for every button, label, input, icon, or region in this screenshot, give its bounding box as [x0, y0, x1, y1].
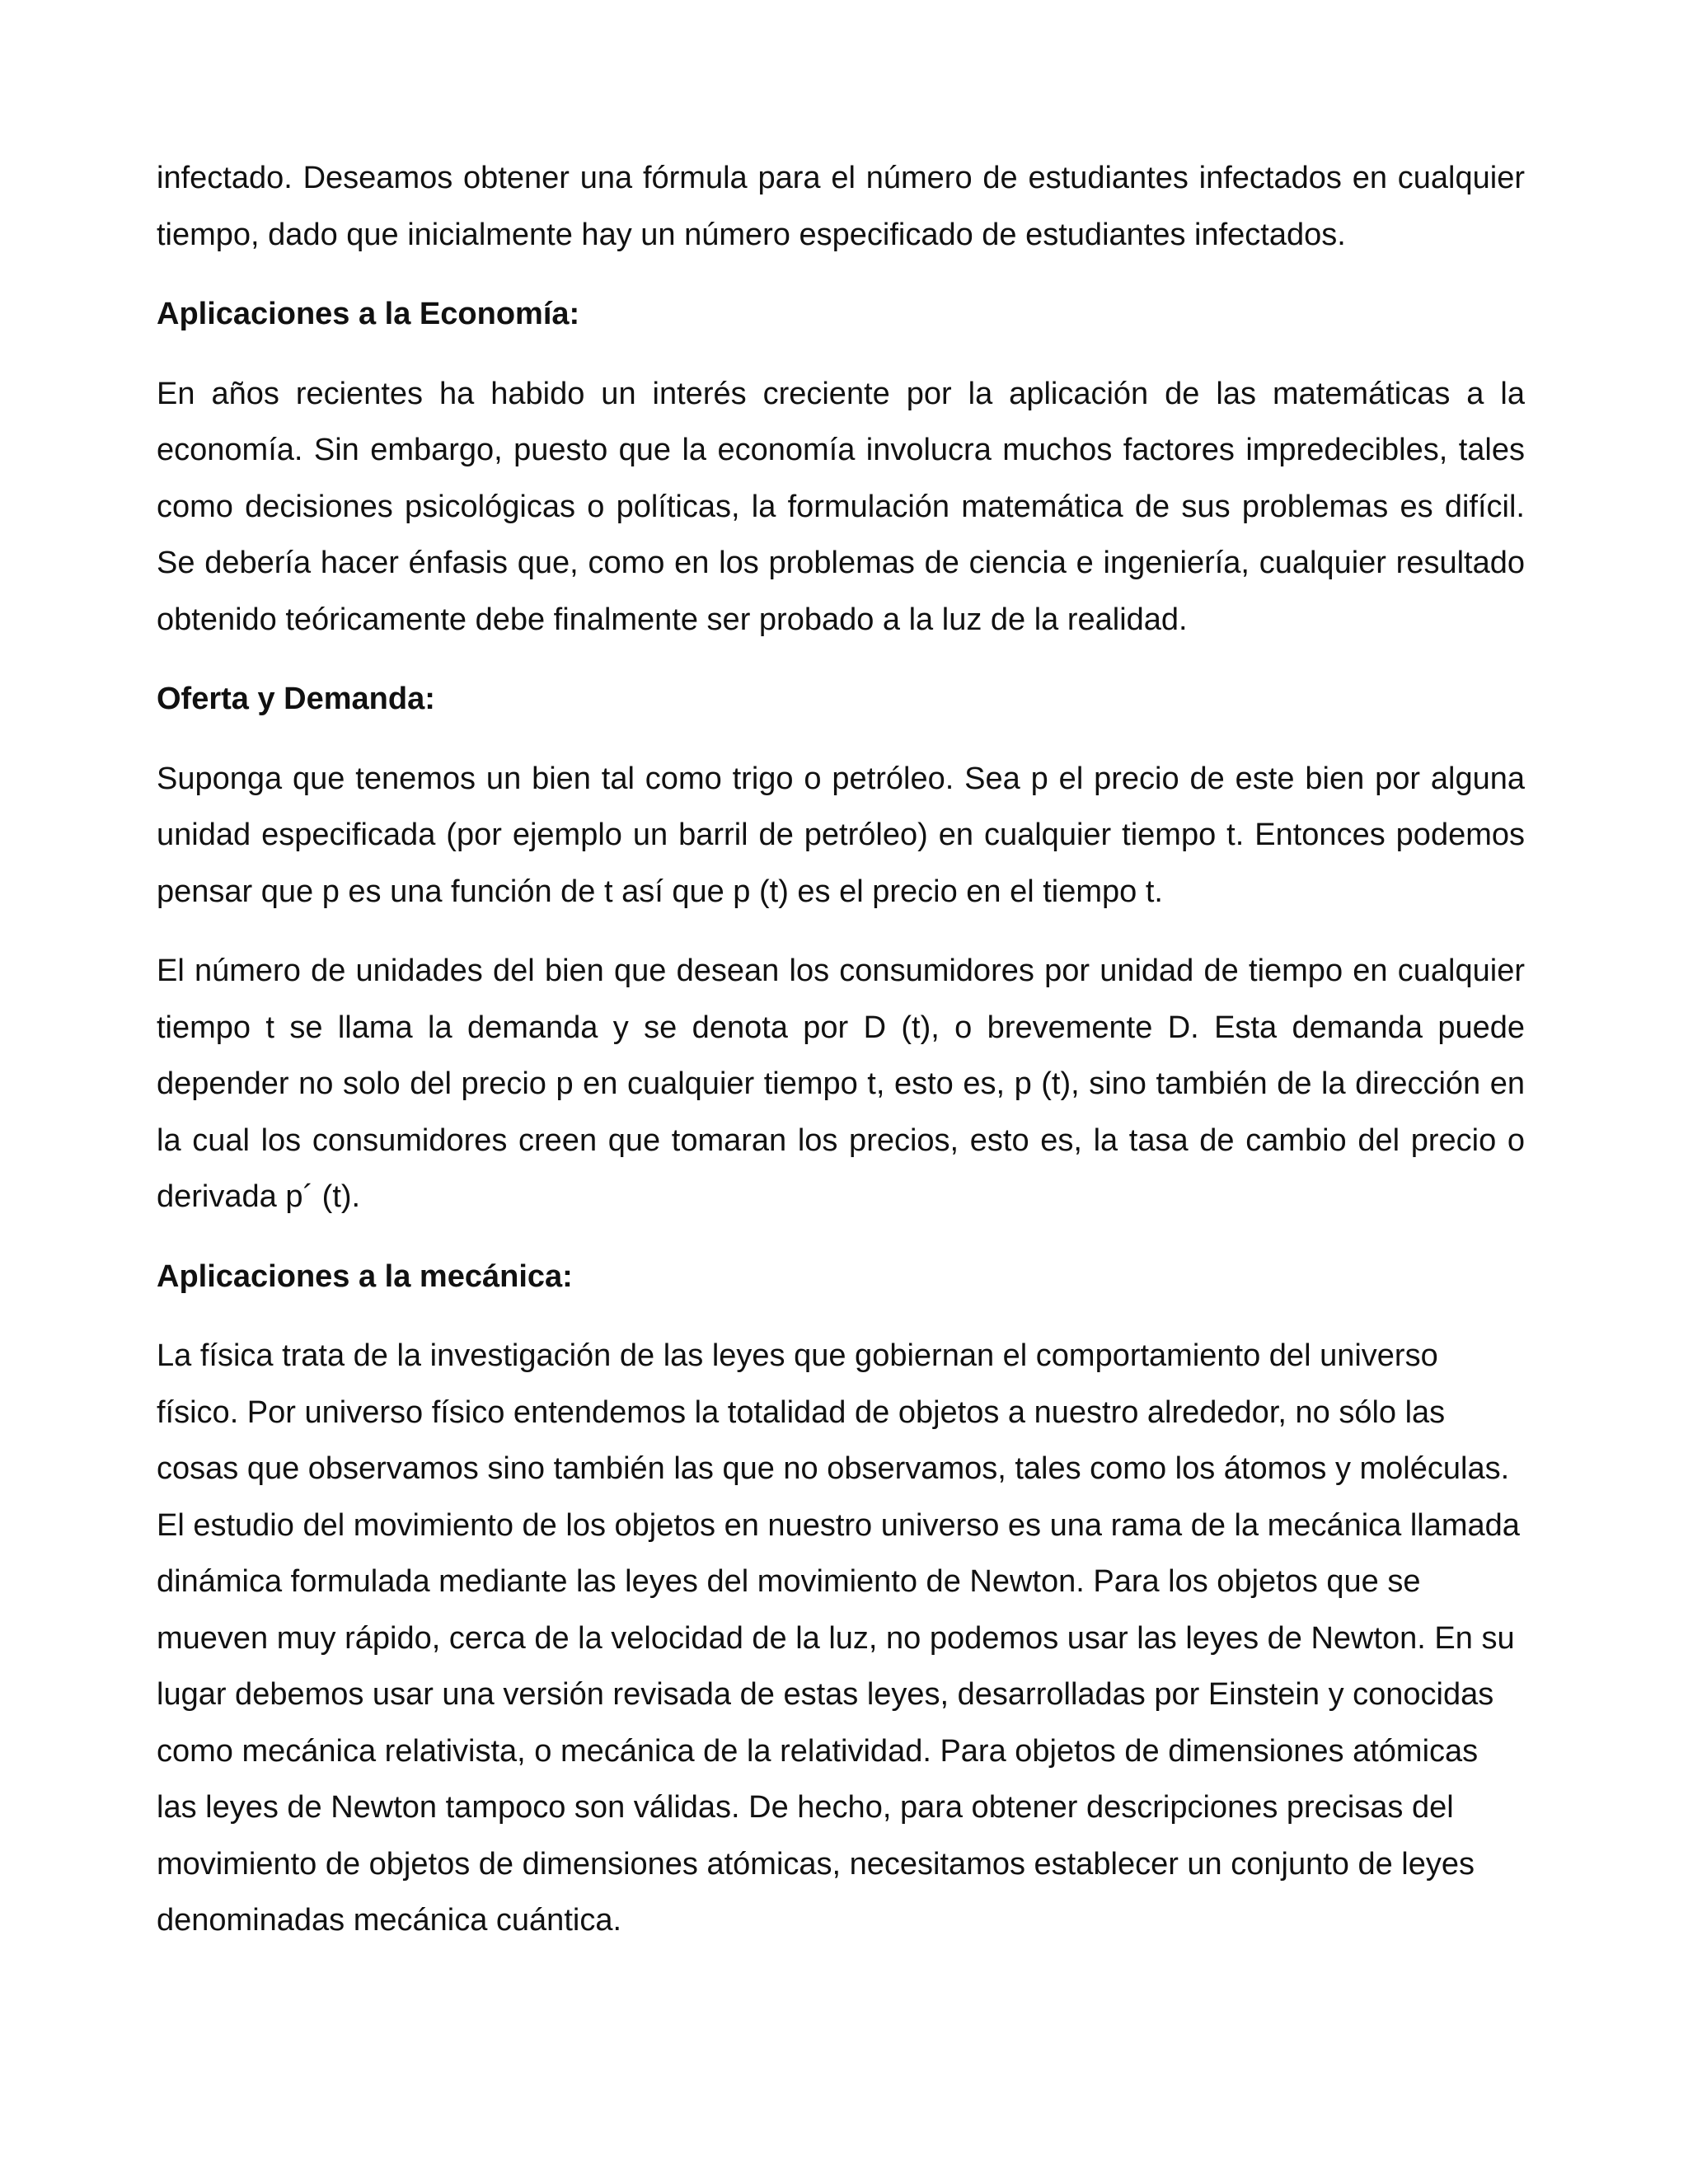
heading-economia: Aplicaciones a la Economía: [157, 297, 580, 331]
intro-paragraph: infectado. Deseamos obtener una fórmula para el número de estudiantes infectados en cualquier tiempo, dado que inicialmente hay un número especificado de estudiantes infectados. [157, 161, 1525, 252]
heading-mecanica: Aplicaciones a la mecánica: [157, 1258, 573, 1294]
oferta-paragraph-1: Suponga que tenemos un bien tal como trigo o petróleo. Sea p el precio de este bien por alguna unidad especificada (por ejemplo un barril de petróleo) en cualquier tiempo t. Entonces podemos pensar que p es una función de t así que p (t) es el precio en el tiempo t. [157, 761, 1525, 909]
oferta-paragraph-2: El número de unidades del bien que desean los consumidores por unidad de tiempo en cualquier tiempo t se llama la demanda y se denota por D (t), o brevemente D. Esta demanda puede depender no solo del precio p en cualquier tiempo t, esto es, p (t), sino también de la dirección en la cual los consumidores creen que tomaran los precios, esto es, la tasa de cambio del precio o derivada p´ (t). [157, 954, 1525, 1214]
economia-paragraph: En años recientes ha habido un interés creciente por la aplicación de las matemáticas a la economía. Sin embargo, puesto que la economía involucra muchos factores impredecibles, tales como decisiones psicológicas o políticas, la formulación matemática de sus problemas es difícil. Se debería hacer énfasis que, como en los problemas de ciencia e ingeniería, cualquier resultado obtenido teóricamente debe finalmente ser probado a la luz de la realidad. [157, 376, 1525, 637]
mecanica-paragraph: La física trata de la investigación de las leyes que gobiernan el comportamiento del universo físico. Por universo físico entendemos la totalidad de objetos a nuestro alrededor, no sólo las cosas que observamos sino también las que no observamos, tales como los átomos y moléculas. El estudio del movimiento de los objetos en nuestro universo es una rama de la mecánica llamada dinámica formulada mediante las leyes del movimiento de Newton. Para los objetos que se mueven muy rápido, cerca de la velocidad de la luz, no podemos usar las leyes de Newton. En su lugar debemos usar una versión revisada de estas leyes, desarrolladas por Einstein y conocidas como mecánica relativista, o mecánica de la relatividad. Para objetos de dimensiones atómicas las leyes de Newton tampoco son válidas. De hecho, para obtener descripciones precisas del movimiento de objetos de dimensiones atómicas, necesitamos establecer un conjunto de leyes denominadas mecánica cuántica. [157, 1338, 1520, 1938]
heading-oferta-demanda: Oferta y Demanda: [157, 682, 435, 716]
document-page [157, 150, 1525, 1972]
